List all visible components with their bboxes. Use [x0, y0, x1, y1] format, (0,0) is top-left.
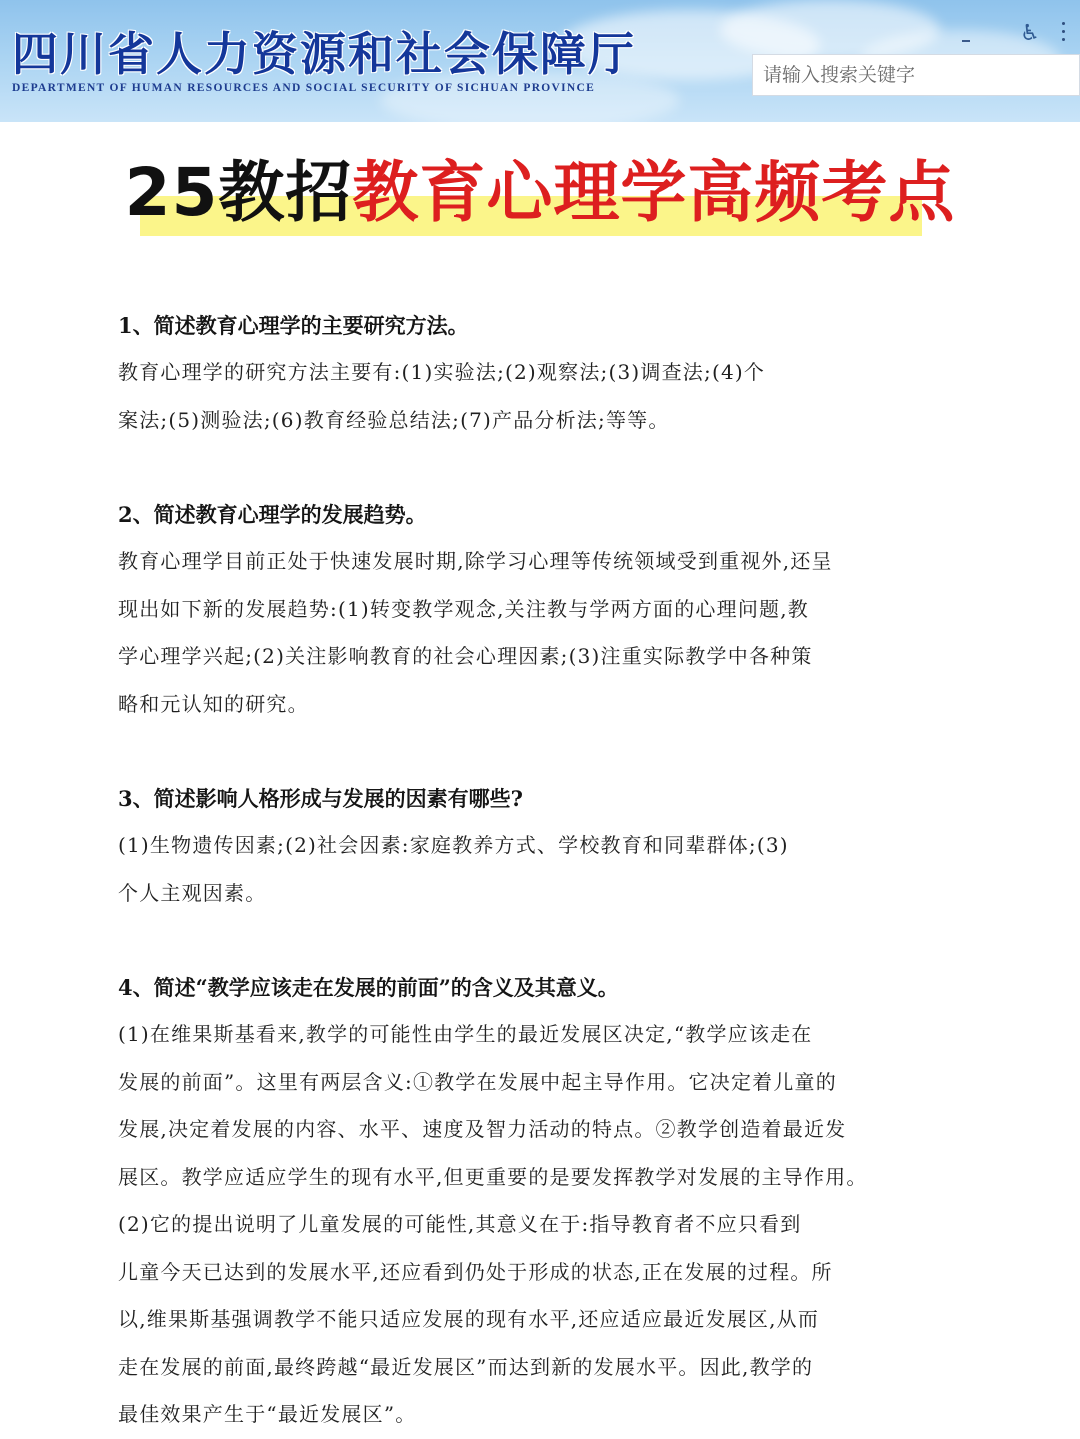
answer-line: 个人主观因素。 [118, 880, 267, 905]
answer-text [118, 822, 964, 917]
site-title[interactable]: 四川省人力资源和社会保障厅 [12, 27, 636, 81]
answer-text [118, 538, 964, 728]
question-title: 1、简述教育心理学的主要研究方法。 [118, 313, 469, 338]
question-title: 2、简述教育心理学的发展趋势。 [118, 502, 427, 527]
qa-section [118, 775, 964, 917]
answer-line: 以,维果斯基强调教学不能只适应发展的现有水平,还应适应最近发展区,从而 [118, 1307, 820, 1331]
headline-block [0, 148, 1080, 248]
answer-line: 教育心理学的研究方法主要有:(1)实验法;(2)观察法;(3)调查法;(4)个 [118, 360, 766, 384]
qa-section [118, 302, 964, 444]
search-input[interactable] [753, 55, 1079, 95]
answer-line: 发展,决定着发展的内容、水平、速度及智力活动的特点。②教学创造着最近发 [118, 1117, 847, 1141]
page-headline [0, 148, 1080, 238]
qa-section [118, 491, 964, 728]
answer-line: 略和元认知的研究。 [118, 691, 309, 716]
answer-line: (2)它的提出说明了儿童发展的可能性,其意义在于:指导教育者不应只看到 [118, 1212, 802, 1236]
question-title: 4、简述“教学应该走在发展的前面”的含义及其意义。 [118, 975, 619, 1000]
answer-line: 教育心理学目前正处于快速发展时期,除学习心理等传统领域受到重视外,还呈 [118, 549, 833, 573]
minus-icon[interactable] [962, 40, 970, 42]
qa-section [118, 964, 964, 1439]
header-banner [0, 0, 1080, 122]
search-box[interactable] [752, 54, 1080, 96]
answer-text [118, 1011, 964, 1439]
answer-line: 儿童今天已达到的发展水平,还应看到仍处于形成的状态,正在发展的过程。所 [118, 1259, 833, 1284]
answer-line: (1)生物遗传因素;(2)社会因素:家庭教养方式、学校教育和同辈群体;(3) [118, 833, 789, 857]
answer-line: 走在发展的前面,最终跨越“最近发展区”而达到新的发展水平。因此,教学的 [118, 1354, 814, 1379]
headline-highlight-text: 教育心理学高频考点 [352, 154, 956, 231]
site-subtitle: DEPARTMENT OF HUMAN RESOURCES AND SOCIAL SECURITY OF SICHUAN PROVINCE [12, 82, 596, 94]
article-content [118, 302, 964, 1439]
headline-prefix: 25教招 [124, 154, 353, 231]
answer-line: (1)在维果斯基看来,教学的可能性由学生的最近发展区决定,“教学应该走在 [118, 1022, 813, 1046]
answer-line: 学心理学兴起;(2)关注影响教育的社会心理因素;(3)注重实际教学中各种策 [118, 644, 813, 668]
more-vertical-icon[interactable] [1062, 22, 1065, 44]
question-title: 3、简述影响人格形成与发展的因素有哪些? [118, 786, 523, 811]
answer-line: 发展的前面”。这里有两层含义:①教学在发展中起主导作用。它决定着儿童的 [118, 1069, 837, 1094]
answer-line: 展区。教学应适应学生的现有水平,但更重要的是要发挥教学对发展的主导作用。 [118, 1164, 868, 1189]
answer-line: 现出如下新的发展趋势:(1)转变教学观念,关注教与学两方面的心理问题,教 [118, 596, 809, 621]
accessibility-icon[interactable]: ♿ [1020, 21, 1040, 46]
answer-line: 案法;(5)测验法;(6)教育经验总结法;(7)产品分析法;等等。 [118, 407, 670, 432]
answer-text [118, 349, 964, 444]
answer-line: 最佳效果产生于“最近发展区”。 [118, 1402, 417, 1426]
